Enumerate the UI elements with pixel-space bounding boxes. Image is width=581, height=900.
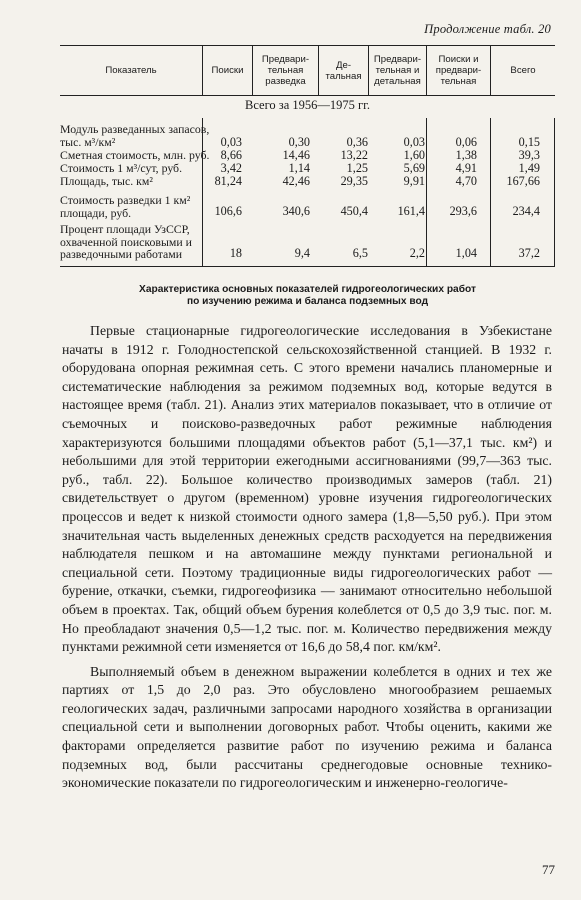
table-bottom-rule bbox=[60, 266, 555, 267]
table-cell: 1,60 bbox=[403, 148, 425, 162]
table-cell: 4,70 bbox=[455, 174, 477, 188]
column-header-preliminary: Предвари-тельная разведка bbox=[252, 46, 318, 95]
paragraph: Первые стационарные гидрогеологические исследования в Узбекистане начаты в 1912 г. Голодностепской сельскохозяйственной станцией. В 1932 г. оборудована опорная режимная сеть. С этого времени начались планомерные и систематические наблюдения за режимом подземных вод, которые ведутся в настоящее время (табл. 21). Анализ этих материалов показывает, что в отличие от съемочных и поисково-разведочных работ режимные наблюдения характеризуются большими площадями объектов работ (5,1—37,1 тыс. км²) и небольшими для этой территории ежегодными ассигнованиями (99,7—363 тыс. руб., табл. 22). Большое количество производимых замеров (табл. 21) свидетельствует о другом (временном) уровне изучения гидрогеологических процессов и ведет к низкой стоимости одного замера (1,8—5,50 руб.). При этом значительная часть выделенных денежных средств расходуется на передвижения наблюдателя пешком и на автомашине между пунктами региональной и специальной сети. Поэтому традиционные виды гидрогеологических работ — бурение, откачки, съемки, гидрогеофизика — занимают относительно небольшой объем в проектах. Так, общий объем бурения колеблется от 0,5 до 3,9 тыс. пог. м. Но преобладают значения 0,5—1,2 тыс. пог. м. Количество передвижения между пунктами режимной сети изменяется от 16,6 до 58,4 пог. км/км². bbox=[62, 323, 552, 655]
column-header-prospecting-preliminary: Поиски и предвари-тельная bbox=[426, 46, 490, 95]
body-text bbox=[62, 322, 552, 793]
table-cell: 106,6 bbox=[214, 204, 242, 218]
column-divider bbox=[554, 118, 555, 266]
table-cell: 8,66 bbox=[220, 148, 242, 162]
table-cell: 161,4 bbox=[397, 204, 425, 218]
row-label: Модуль разведанных запасов, тыс. м³/км² bbox=[60, 122, 210, 149]
table-cell: 13,22 bbox=[340, 148, 368, 162]
table-cell: 0,03 bbox=[220, 135, 242, 149]
column-header-total: Всего bbox=[490, 46, 555, 95]
table-subtitle: Всего за 1956—1975 гг. bbox=[245, 98, 370, 112]
table-cell: 18 bbox=[229, 246, 242, 260]
row-label: Процент площади УзССР, охваченной поисковыми и разведочными работами bbox=[60, 222, 192, 261]
table-cell: 167,66 bbox=[506, 174, 540, 188]
table-cell: 5,69 bbox=[403, 161, 425, 175]
row-label: Стоимость 1 м³/сут, руб. bbox=[60, 161, 183, 175]
table-cell: 3,42 bbox=[220, 161, 242, 175]
table-cell: 0,03 bbox=[403, 135, 425, 149]
table-cell: 1,14 bbox=[288, 161, 310, 175]
table-cell: 0,15 bbox=[518, 135, 540, 149]
column-header-detailed: Де-тальная bbox=[318, 46, 368, 95]
table-cell: 1,04 bbox=[455, 246, 477, 260]
table-cell: 0,36 bbox=[346, 135, 368, 149]
table-cell: 14,46 bbox=[282, 148, 310, 162]
row-label: Стоимость разведки 1 км² площади, руб. bbox=[60, 193, 191, 220]
table-cell: 2,2 bbox=[409, 246, 425, 260]
row-label: Сметная стоимость, млн. руб. bbox=[60, 148, 210, 162]
column-divider bbox=[426, 118, 427, 266]
column-divider bbox=[490, 118, 491, 266]
table-cell: 450,4 bbox=[340, 204, 368, 218]
table-cell: 0,30 bbox=[288, 135, 310, 149]
section-heading: Характеристика основных показателей гидрогеологических работ по изучению режима и баланса подземных вод bbox=[139, 284, 476, 307]
table-body bbox=[60, 118, 555, 266]
column-header-indicator: Показатель bbox=[105, 65, 157, 76]
table-cell: 81,24 bbox=[214, 174, 242, 188]
table-cell: 293,6 bbox=[449, 204, 477, 218]
column-header-prospecting: Поиски bbox=[202, 46, 252, 95]
table-cell: 0,06 bbox=[455, 135, 477, 149]
table-cell: 6,5 bbox=[352, 246, 368, 260]
table-cell: 37,2 bbox=[518, 246, 540, 260]
page-number: 77 bbox=[542, 862, 555, 877]
table-cell: 29,35 bbox=[340, 174, 368, 188]
table-cell: 234,4 bbox=[512, 204, 540, 218]
table-cell: 1,49 bbox=[518, 161, 540, 175]
running-head: Продолжение табл. 20 bbox=[424, 22, 551, 36]
row-label: Площадь, тыс. км² bbox=[60, 174, 153, 188]
column-header-preliminary-detailed: Предвари-тельная и детальная bbox=[368, 46, 426, 95]
table-cell: 1,25 bbox=[346, 161, 368, 175]
table-cell: 4,91 bbox=[455, 161, 477, 175]
table-cell: 1,38 bbox=[455, 148, 477, 162]
table-cell: 9,91 bbox=[403, 174, 425, 188]
paragraph: Выполняемый объем в денежном выражении колеблется в одних и тех же партиях от 1,5 до 2,0 раз. Это обусловлено многообразием решаемых геологических задач, различными запросами народного хозяйства в организации специальной сети и выполнении договорных работ. Чтобы оценить, какими же факторами определяется развитие работ по изучению режима и баланса подземных вод, были рассчитаны среднегодовые основные технико-экономические показатели по гидрогеологическим и инженерно-геологиче- bbox=[62, 663, 552, 791]
table-cell: 9,4 bbox=[294, 246, 310, 260]
table-cell: 42,46 bbox=[282, 174, 310, 188]
table-cell: 340,6 bbox=[282, 204, 310, 218]
table-cell: 39,3 bbox=[518, 148, 540, 162]
table-header bbox=[60, 45, 555, 96]
